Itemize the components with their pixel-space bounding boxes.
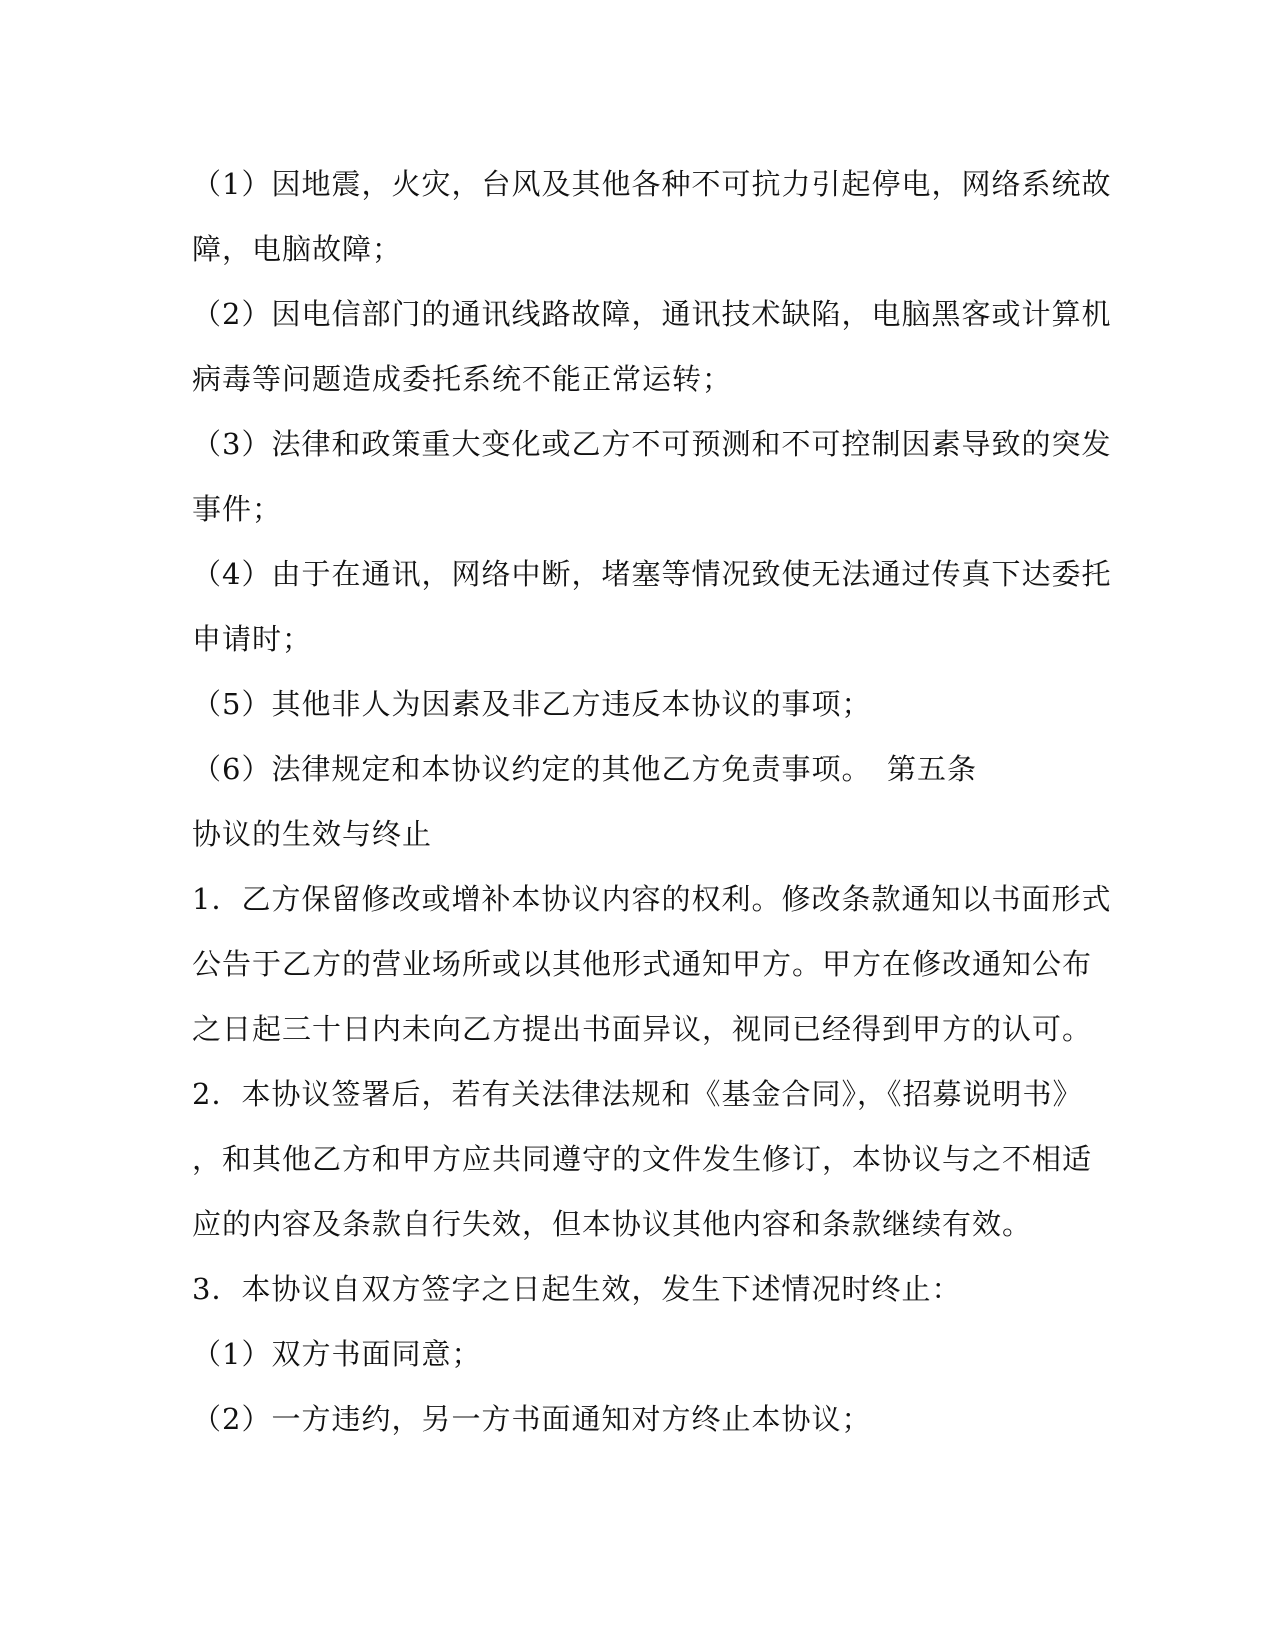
text-line: 2．本协议签署后，若有关法律法规和《基金合同》，《招募说明书》 [192, 1077, 1083, 1111]
text-line: （6）法律规定和本协议约定的其他乙方免责事项。 第五条 [192, 752, 977, 786]
text-line: （5）其他非人为因素及非乙方违反本协议的事项； [192, 687, 872, 721]
text-line: 公告于乙方的营业场所或以其他形式通知甲方。甲方在修改通知公布 [192, 947, 1093, 981]
text-line: 障，电脑故障； [192, 232, 403, 266]
text-line: 之日起三十日内未向乙方提出书面异议，视同已经得到甲方的认可。 [192, 1012, 1093, 1046]
text-line: 1．乙方保留修改或增补本协议内容的权利。修改条款通知以书面形式 [192, 882, 1112, 916]
document-body [192, 152, 1112, 1452]
text-line: （3）法律和政策重大变化或乙方不可预测和不可控制因素导致的突发 [192, 427, 1112, 461]
text-line: （1）因地震，火灾，台风及其他各种不可抗力引起停电，网络系统故 [192, 167, 1112, 201]
text-line: （1）双方书面同意； [192, 1337, 482, 1371]
text-line: 申请时； [192, 622, 313, 656]
text-line: ，和其他乙方和甲方应共同遵守的文件发生修订，本协议与之不相适 [192, 1142, 1093, 1176]
text-line: （2）因电信部门的通讯线路故障，通讯技术缺陷，电脑黑客或计算机 [192, 297, 1112, 331]
text-line: 病毒等问题造成委托系统不能正常运转； [192, 362, 733, 396]
text-line: （2）一方违约，另一方书面通知对方终止本协议； [192, 1402, 872, 1436]
text-line: 应的内容及条款自行失效，但本协议其他内容和条款继续有效。 [192, 1207, 1033, 1241]
text-line: 事件； [192, 492, 283, 526]
section-title: 协议的生效与终止 [192, 817, 433, 851]
text-line: 3．本协议自双方签字之日起生效，发生下述情况时终止： [192, 1272, 962, 1306]
text-line: （4）由于在通讯，网络中断，堵塞等情况致使无法通过传真下达委托 [192, 557, 1112, 591]
